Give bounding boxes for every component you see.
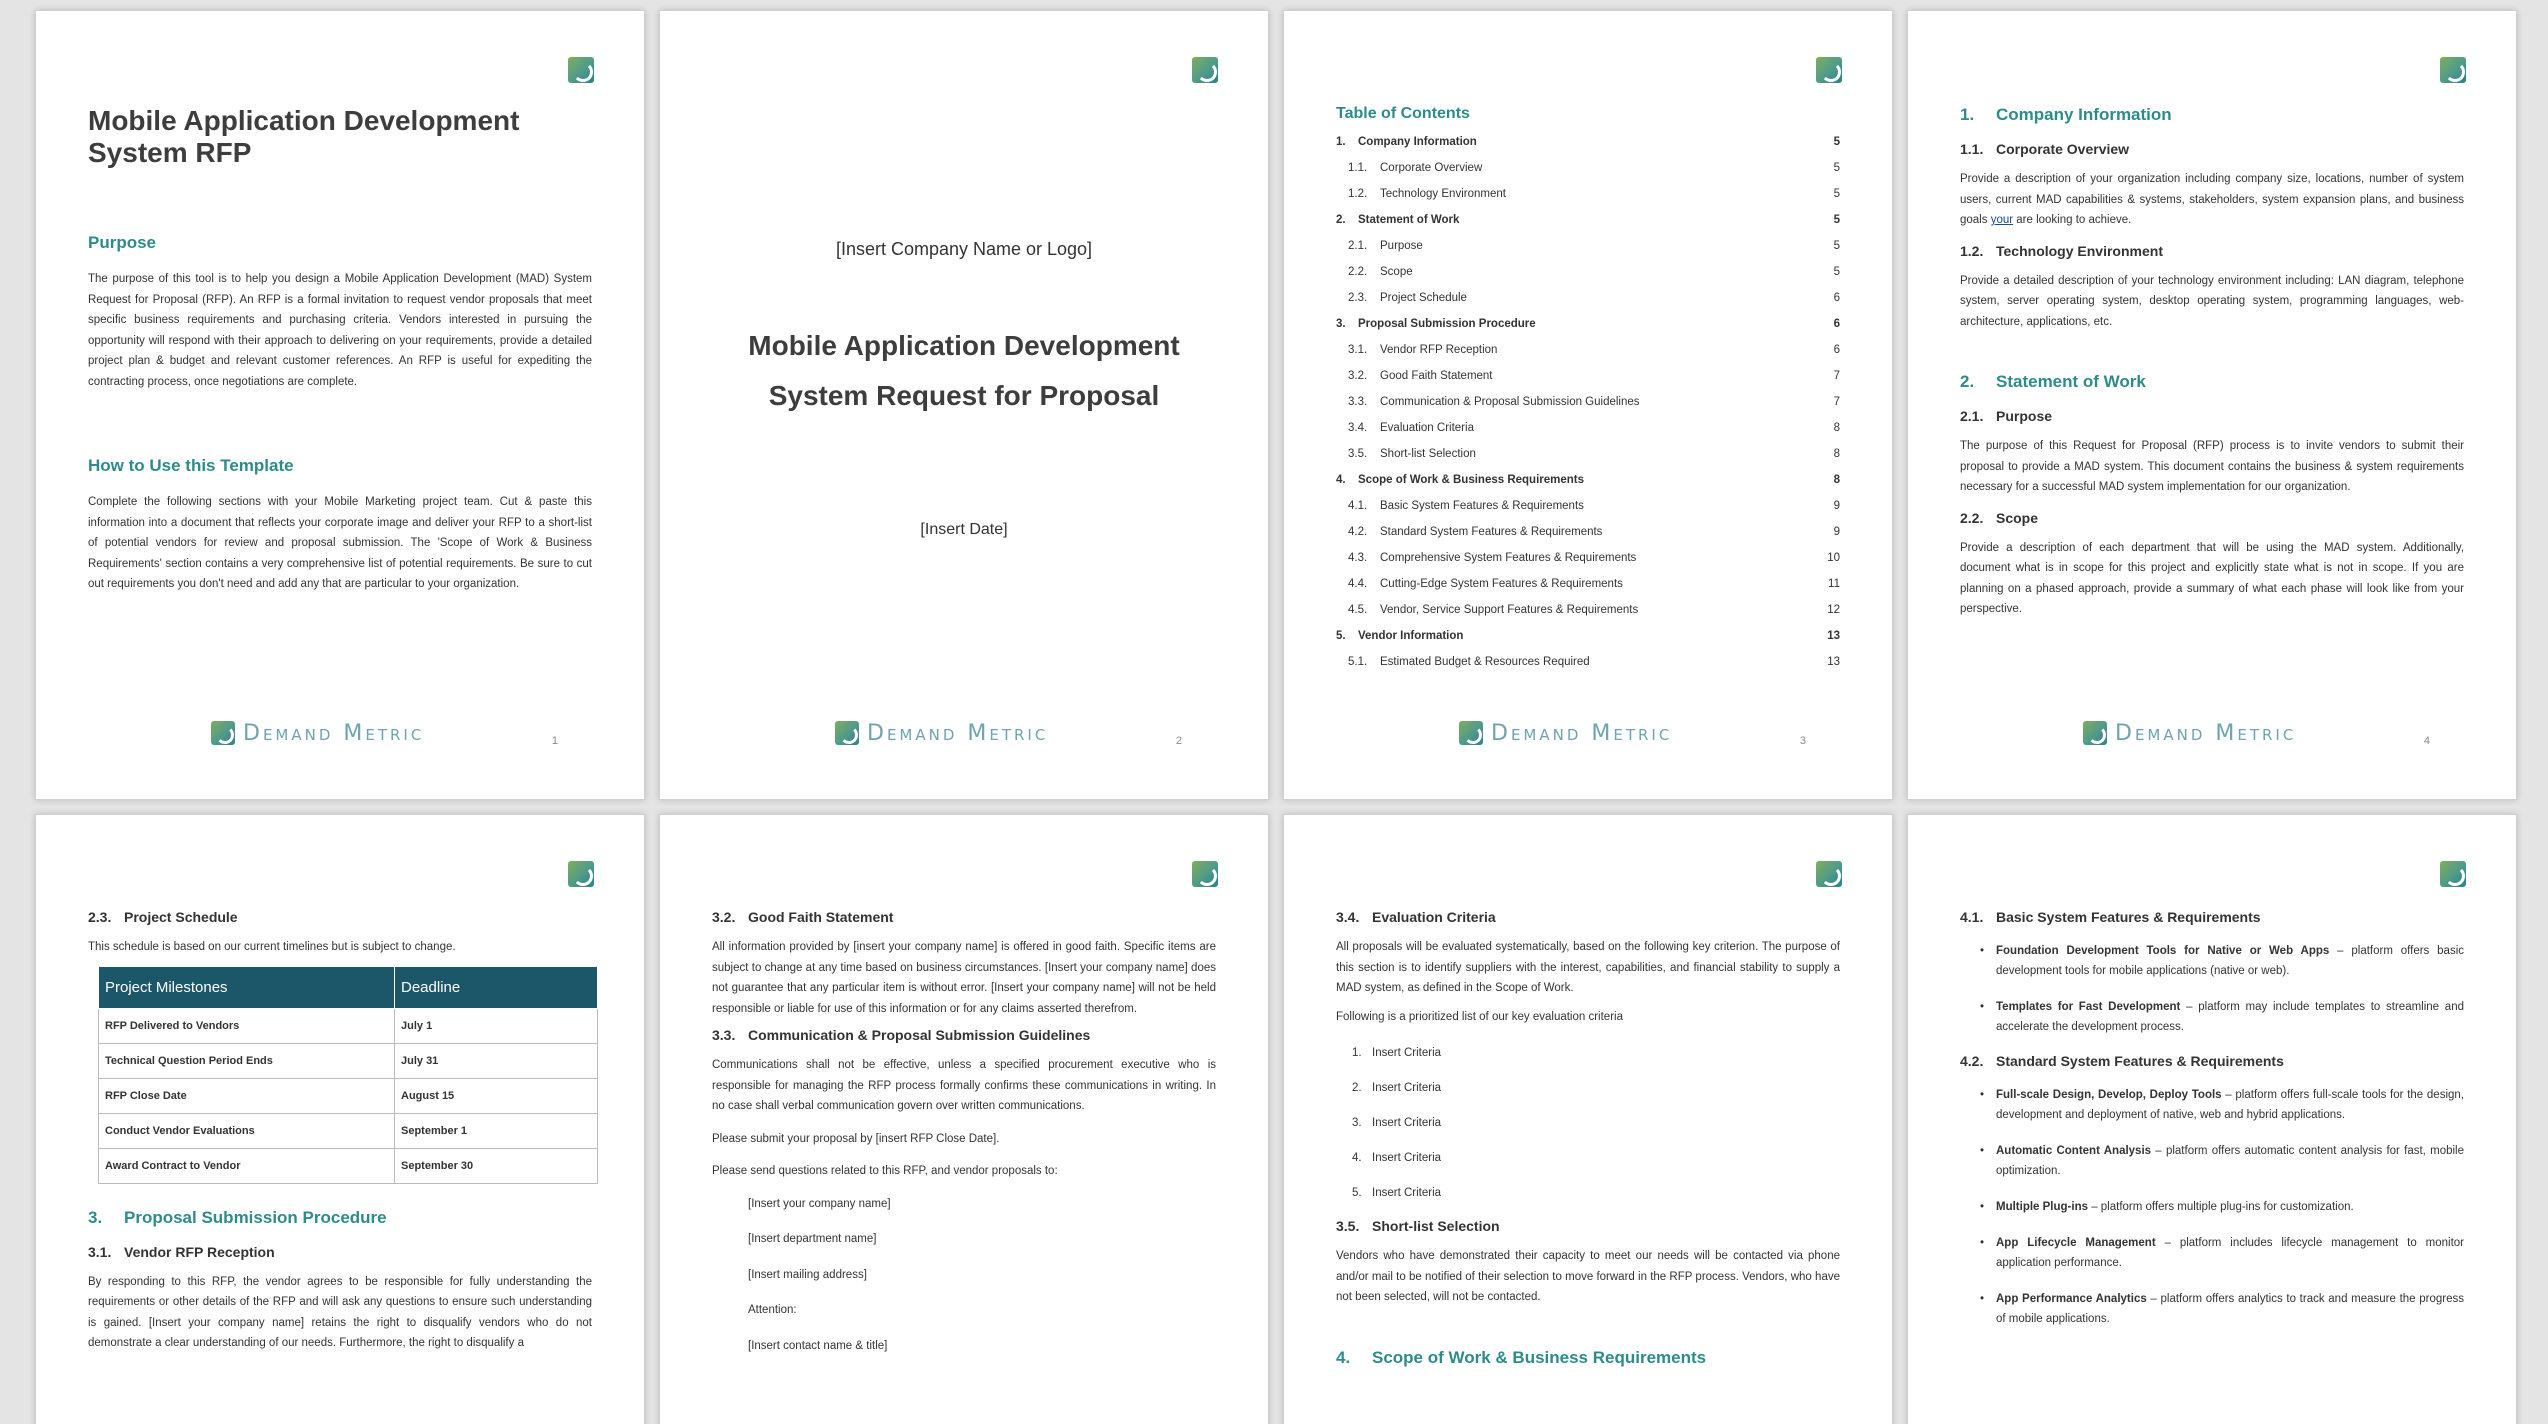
toc-entry-page: 6 [1833,292,1840,304]
toc-entry-label: 3.2. Good Faith Statement [1348,370,1493,382]
toc-entry[interactable] [1336,519,1840,545]
toc-entry-label: 3.3. Communication & Proposal Submission Guidelines [1348,396,1640,408]
logo-wordmark: Demand Metric [1491,720,1673,746]
demand-metric-logo [835,719,1048,747]
address-line: Attention: [748,1304,797,1316]
toc-entry-label: 4.5. Vendor, Service Support Features & Requirements [1348,604,1639,616]
address-line: [Insert contact name & title] [748,1339,888,1352]
demand-metric-logo [1459,719,1672,747]
toc-entry-page: 8 [1833,422,1840,434]
deadline-cell: September 1 [395,1113,598,1148]
toc-entry-label: 1.1. Corporate Overview [1348,162,1483,174]
subsection-heading-project-schedule: 2.3. Project Schedule [88,909,238,925]
list-item: • App Performance Analytics – platform offers analytics to track and measure the progress of mobile applications. [1980,1289,2464,1329]
toc-entry-label: 2. Statement of Work [1336,214,1460,226]
page-number: 2 [1175,735,1182,747]
cover-date-placeholder: [Insert Date] [920,521,1008,538]
toc-entry-page: 13 [1827,656,1840,668]
toc-entry-label: 3.5. Short-list Selection [1348,448,1476,460]
brand-logo-icon [2440,57,2466,83]
deadline-cell: July 31 [395,1043,598,1078]
list-item: 4. Insert Criteria [1352,1152,1442,1164]
toc-entry-page: 11 [1828,578,1840,590]
document-page-5 [35,814,645,1424]
document-page-8 [1907,814,2517,1424]
toc-entry-label: 4. Scope of Work & Business Requirements [1336,474,1585,486]
milestones-table [98,966,598,1184]
list-item: • App Lifecycle Management – platform includes lifecycle management to monitor application performance. [1980,1233,2464,1273]
table-row [99,1008,598,1043]
project-schedule-text: This schedule is based on our current timelines but is subject to change. [88,941,456,953]
good-faith-text: All information provided by [insert your company name] is offered in good faith. Specific items are subject to change at any time based on business circumstances. [Insert your company name] does not guarantee that any particular item is without error. [Insert your company name] will not be held responsible or liable for use of this information or for any claims asserted therefrom. [712,941,1216,1015]
toc-entry-label: 4.3. Comprehensive System Features & Requirements [1348,552,1637,564]
subsection-heading-scope: 2.2. Scope [1960,509,2039,526]
cover-title-line-1: Mobile Application Development [748,330,1180,361]
address-line: [Insert your company name] [748,1197,891,1210]
criteria-list-intro: Following is a prioritized list of our key evaluation criteria [1336,1010,1623,1023]
toc-entry[interactable] [1336,389,1840,415]
subsection-heading-standard-features: 4.2. Standard System Features & Requirements [1960,1053,2284,1069]
criteria-list [1352,1043,1840,1218]
toc-entry-page: 5 [1833,136,1840,148]
page-title: Mobile Application Development System RFP [88,105,520,168]
logo-wordmark: Demand Metric [2115,720,2297,746]
address-line: [Insert department name] [748,1233,877,1245]
toc-entry-page: 5 [1833,188,1840,200]
deadline-cell: August 15 [395,1078,598,1113]
toc-entry[interactable] [1336,545,1840,571]
toc-entry-page: 8 [1833,448,1840,460]
table-of-contents [1336,105,1840,675]
list-item: 2. Insert Criteria [1352,1082,1442,1094]
subsection-heading-corporate-overview: 1.1. Corporate Overview [1960,141,2130,157]
subsection-heading-purpose: 2.1. Purpose [1960,408,2053,424]
logo-wordmark: Demand Metric [243,720,425,746]
purpose-text: The purpose of this tool is to help you design a Mobile Application Development (MAD) System Request for Proposal (RFP). An RFP is a formal invitation to request vendor proposals that meet specific business requirements and purchasing criteria. Vendors interested in pursuing the opportunity will respond with their approach to delivering on your requirements, provide a detailed project plan & budget and relevant customer references. An RFP is useful for expediting the contracting process, once negotiations are complete. [88,273,592,388]
section-heading-scope-of-work: 4. Scope of Work & Business Requirements [1336,1347,1707,1367]
demand-metric-logo [211,719,424,747]
toc-entry[interactable] [1336,623,1840,649]
toc-title: Table of Contents [1336,105,1470,122]
toc-entry-label: 1. Company Information [1336,136,1477,148]
list-item: • Multiple Plug-ins – platform offers multiple plug-ins for customization. [1980,1197,2464,1217]
table-header-milestones: Project Milestones [99,966,395,1008]
page-number: 4 [2423,735,2430,747]
toc-entry[interactable] [1336,207,1840,233]
toc-entry-label: 1.2. Technology Environment [1348,188,1506,200]
questions-text: Please send questions related to this RFP, and vendor proposals to: [712,1165,1058,1177]
toc-entry[interactable] [1336,337,1840,363]
list-item: 5. Insert Criteria [1352,1187,1442,1199]
toc-entry-label: 4.4. Cutting-Edge System Features & Requirements [1348,578,1623,590]
toc-entry-label: 5. Vendor Information [1336,630,1464,642]
brand-logo-icon [1192,57,1218,83]
standard-features-list [1980,1085,2464,1329]
toc-entry[interactable] [1336,441,1840,467]
brand-logo-icon [1816,861,1842,887]
deadline-cell: July 1 [395,1008,598,1043]
toc-entry[interactable] [1336,129,1840,155]
subsection-heading-vendor-rfp-reception: 3.1. Vendor RFP Reception [88,1243,275,1260]
toc-entry-page: 5 [1833,162,1840,174]
document-page-4 [1907,10,2517,800]
toc-entry[interactable] [1336,285,1840,311]
shortlist-text: Vendors who have demonstrated their capacity to meet our needs will be contacted via phone and/or mail to be notified of their selection to move forward in the RFP process. Vendors, who have not been selected, will not be contacted. [1336,1250,1840,1303]
list-item: • Templates for Fast Development – platform may include templates to streamline and accelerate the development process. [1980,997,2464,1037]
toc-entry[interactable] [1336,597,1840,623]
communication-text: Communications shall not be effective, unless a specified procurement executive who is responsible for managing the RFP process formally confirms these communications in writing. In no case shall verbal communication govern over written communications. [712,1059,1216,1112]
corporate-overview-text: Provide a description of your organization including company size, locations, number of system users, current MAD capabilities & systems, stakeholders, system expansion plans, and business goals your are looking to achieve. [1960,173,2464,226]
toc-entry-label: 4.1. Basic System Features & Requirements [1348,500,1584,512]
list-item: 1. Insert Criteria [1352,1047,1442,1059]
brand-logo-icon [568,57,594,83]
cover-title [660,321,1268,421]
purpose-heading: Purpose [88,233,157,252]
milestone-cell: Conduct Vendor Evaluations [99,1113,395,1148]
list-item: • Full-scale Design, Develop, Deploy Tools – platform offers full-scale tools for the design, development and deployment of native, web and hybrid applications. [1980,1085,2464,1125]
toc-entry[interactable] [1336,493,1840,519]
cover-title-line-2: System Request for Proposal [768,380,1160,411]
vendor-rfp-reception-text: By responding to this RFP, the vendor agrees to be responsible for fully understanding the requirements or other details of the RFP and will ask any questions to ensure such understanding is gained. [Insert your company name] retains the right to disqualify vendors who do not demonstrate a clear understanding of our needs. Furthermore, the right to disqualify a [88,1275,592,1349]
toc-entry[interactable] [1336,155,1840,181]
toc-entry-page: 5 [1833,214,1840,226]
brand-logo-icon [2440,861,2466,887]
toc-entry-page: 6 [1833,344,1840,356]
list-item: 3. Insert Criteria [1352,1117,1442,1129]
list-item: • Foundation Development Tools for Native or Web Apps – platform offers basic development tools for mobile applications (native or web). [1980,941,2464,981]
document-page-6 [659,814,1269,1424]
toc-entry[interactable] [1336,467,1840,493]
deadline-cell: September 30 [395,1148,598,1183]
scope-text: Provide a description of each department that will be using the MAD system. Additionally, document what is in scope for this project and explicitly state what is not in scope. If you are planning on a phased approach, provide a summary of what each phase will look like from your perspective. [1960,541,2464,615]
howto-text: Complete the following sections with your Mobile Marketing project team. Cut & paste this information into a document that reflects your corporate image and deliver your RFP to a short-list of potential vendors for review and proposal submission. The 'Scope of Work & Business Requirements' section contains a very comprehensive list of potential requirements. Be sure to cut out requirements you don't need and add any that are particular to your organization. [88,496,592,590]
table-row [99,1148,598,1183]
toc-entry[interactable] [1336,415,1840,441]
table-row [99,1113,598,1148]
toc-entry-label: 2.1. Purpose [1348,240,1423,252]
milestone-cell: Technical Question Period Ends [99,1043,395,1078]
toc-entry-page: 6 [1833,318,1840,330]
document-page-2 [659,10,1269,800]
subsection-heading-evaluation-criteria: 3.4. Evaluation Criteria [1336,909,1496,925]
toc-entry-page: 7 [1833,396,1840,408]
page-number: 3 [1799,735,1806,747]
milestone-cell: RFP Close Date [99,1078,395,1113]
brand-logo-icon [1192,861,1218,887]
demand-metric-mark-icon [2083,721,2107,745]
howto-heading: How to Use this Template [88,456,294,475]
toc-entry-page: 9 [1833,526,1840,538]
toc-entry[interactable] [1336,259,1840,285]
toc-entry-label: 3.1. Vendor RFP Reception [1348,344,1498,356]
toc-entry-page: 5 [1833,266,1840,278]
document-page-7 [1283,814,1893,1424]
section-heading-company-information: 1. Company Information [1960,105,2172,124]
toc-entry-label: 2.3. Project Schedule [1348,292,1467,304]
toc-entry[interactable] [1336,233,1840,259]
toc-entry-page: 5 [1833,240,1840,252]
document-page-1 [35,10,645,800]
toc-entry-page: 10 [1827,552,1840,564]
toc-entry[interactable] [1336,311,1840,337]
page-number: 1 [551,735,558,747]
milestone-cell: Award Contract to Vendor [99,1148,395,1183]
subsection-heading-communication: 3.3. Communication & Proposal Submission Guidelines [712,1027,1091,1043]
toc-entry-label: 2.2. Scope [1348,266,1413,278]
toc-entry-label: 3.4. Evaluation Criteria [1348,422,1474,434]
toc-entry-page: 9 [1833,500,1840,512]
toc-entry[interactable] [1336,649,1840,675]
submit-deadline-text: Please submit your proposal by [insert RFP Close Date]. [712,1132,1000,1145]
section-heading-proposal-submission: 3. Proposal Submission Procedure [88,1207,387,1227]
document-page-3 [1283,10,1893,800]
toc-entry-label: 5.1. Estimated Budget & Resources Required [1348,656,1590,668]
toc-entry-label: 4.2. Standard System Features & Requirements [1348,526,1603,538]
spellcheck-word: your [1990,214,2014,226]
address-line: [Insert mailing address] [748,1268,867,1281]
table-row [99,1043,598,1078]
subsection-heading-shortlist: 3.5. Short-list Selection [1336,1218,1500,1234]
demand-metric-mark-icon [1459,721,1483,745]
toc-entry-page: 7 [1833,370,1840,382]
demand-metric-mark-icon [835,721,859,745]
milestone-cell: RFP Delivered to Vendors [99,1008,395,1043]
list-item: • Automatic Content Analysis – platform offers automatic content analysis for fast, mobile optimization. [1980,1141,2464,1181]
toc-entry-page: 8 [1833,474,1840,486]
technology-environment-text: Provide a detailed description of your technology environment including: LAN diagram, telephone system, server operating system, desktop operating system, programming languages, web-architecture, applications, etc. [1960,274,2464,328]
table-row [99,1078,598,1113]
logo-wordmark: Demand Metric [867,720,1049,746]
subsection-heading-technology-environment: 1.2. Technology Environment [1960,242,2163,259]
toc-entry[interactable] [1336,181,1840,207]
toc-entry-page: 12 [1827,604,1840,616]
toc-entry[interactable] [1336,363,1840,389]
purpose-text: The purpose of this Request for Proposal (RFP) process is to invite vendors to submit their proposal to provide a MAD system. This document contains the business & system requirements necessary for a successful MAD system implementation for our organization. [1960,440,2464,493]
toc-entry-label: 3. Proposal Submission Procedure [1336,318,1536,330]
brand-logo-icon [568,861,594,887]
toc-entry-page: 13 [1827,630,1840,642]
table-header-deadline: Deadline [395,966,598,1008]
subsection-heading-basic-features: 4.1. Basic System Features & Requirements [1960,909,2261,925]
brand-logo-icon [1816,57,1842,83]
cover-company-placeholder: [Insert Company Name or Logo] [835,239,1093,259]
evaluation-criteria-text: All proposals will be evaluated systematically, based on the following key criterion. The purpose of this section is to identify suppliers with the interest, capabilities, and financial stability to supply a MAD system, as defined in the Scope of Work. [1336,941,1840,994]
section-heading-statement-of-work: 2. Statement of Work [1960,372,2146,391]
demand-metric-logo [2083,719,2296,747]
demand-metric-mark-icon [211,721,235,745]
subsection-heading-good-faith: 3.2. Good Faith Statement [712,909,894,925]
toc-entry[interactable] [1336,571,1840,597]
basic-features-list [1980,941,2464,1037]
